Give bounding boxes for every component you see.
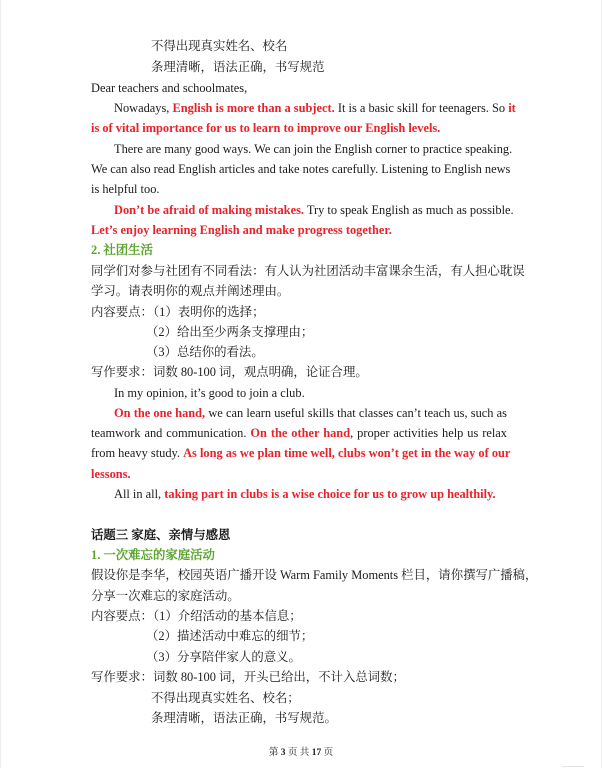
essay-paragraph-line: is helpful too. — [91, 182, 160, 196]
page-footer: 第 3 页 共 17 页 — [268, 748, 334, 758]
essay-paragraph-line — [91, 120, 507, 136]
essay-paragraph-line — [91, 466, 507, 482]
writing-requirements: 写作要求：词数 80-100 词，观点明确，论证合理。 — [91, 365, 368, 379]
essay-paragraph-line: Nowadays, English is more than a subject. It is a basic skill for teenagers. So it — [114, 101, 516, 115]
essay-greeting: Dear teachers and schoolmates, — [91, 81, 248, 95]
section-heading: 2. 社团生活 — [91, 243, 153, 257]
requirement-line: 条理清晰，语法正确，书写规范。 — [151, 711, 337, 725]
essay-paragraph-line: teamwork and communication. On the other hand, proper activities help us relax — [91, 426, 508, 440]
highlighted-sentence: Don’t be afraid of making mistakes. — [114, 203, 304, 217]
prompt-line: 同学们对参与社团有不同看法：有人认为社团活动丰富课余生活，有人担心耽误 — [91, 264, 525, 278]
content-point: （3）总结你的看法。 — [146, 345, 264, 359]
essay-paragraph-line: There are many good ways. We can join the English corner to practice speaking. — [114, 142, 513, 156]
prompt-line: 学习。请表明你的观点并阐述理由。 — [91, 284, 290, 298]
essay-paragraph-line — [91, 222, 507, 238]
highlighted-sentence: As long as we plan time well, clubs won’t get in the way of our — [183, 446, 511, 460]
essay-paragraph-line: All in all, taking part in clubs is a wise choice for us to grow up healthily. — [114, 487, 496, 501]
essay-paragraph-line: from heavy study. As long as we plan time well, clubs won’t get in the way of our — [91, 446, 511, 460]
requirement-line: 条理清晰，语法正确，书写规范 — [151, 60, 325, 74]
highlighted-sentence: lessons. — [91, 467, 131, 481]
essay-paragraph-line: Don’t be afraid of making mistakes. Try to speak English as much as possible. — [114, 203, 514, 217]
highlighted-sentence: is of vital importance for us to learn to improve our English levels. — [91, 121, 441, 135]
content-point: （2）描述活动中难忘的细节； — [146, 629, 314, 643]
page-total: 17 — [311, 748, 322, 758]
highlighted-sentence: taking part in clubs is a wise choice for us to grow up healthily. — [164, 487, 496, 501]
writing-requirements: 写作要求：词数 80-100 词，开头已给出，不计入总词数； — [91, 670, 405, 684]
page-corner-mark — [562, 762, 584, 767]
highlighted-sentence: Let’s enjoy learning English and make progress together. — [91, 223, 392, 237]
section-heading: 1. 一次难忘的家庭活动 — [91, 548, 215, 562]
highlighted-sentence: On the other hand — [250, 426, 351, 440]
essay-paragraph-line: In my opinion, it’s good to join a club. — [114, 386, 305, 400]
essay-paragraph-line: On the one hand, we can learn useful skills that classes can’t teach us, such as — [114, 406, 507, 420]
essay-paragraph-line: We can also read English articles and take notes carefully. Listening to English news — [91, 162, 511, 176]
content-point: （3）分享陪伴家人的意义。 — [146, 650, 301, 664]
page-edge-left — [0, 0, 1, 768]
highlighted-sentence: it — [508, 101, 516, 115]
content-points-label: 内容要点：（1）表明你的选择； — [91, 305, 265, 319]
content-points-label: 内容要点：（1）介绍活动的基本信息； — [91, 609, 302, 623]
content-point: （2）给出至少两条支撑理由； — [146, 325, 314, 339]
requirement-line: 不得出现真实姓名、校名； — [151, 691, 300, 705]
highlighted-sentence: On the one hand, — [114, 406, 206, 420]
topic-title: 话题三 家庭、亲情与感恩 — [91, 528, 231, 542]
requirement-line: 不得出现真实姓名、校名 — [151, 39, 288, 53]
highlighted-sentence: English is more than a subject. — [172, 101, 335, 115]
prompt-line: 假设你是李华，校园英语广播开设 Warm Family Moments 栏目，请你撰写广播稿， — [91, 568, 538, 582]
prompt-line: 分享一次难忘的家庭活动。 — [91, 589, 240, 603]
page-number: 3 — [280, 748, 286, 758]
